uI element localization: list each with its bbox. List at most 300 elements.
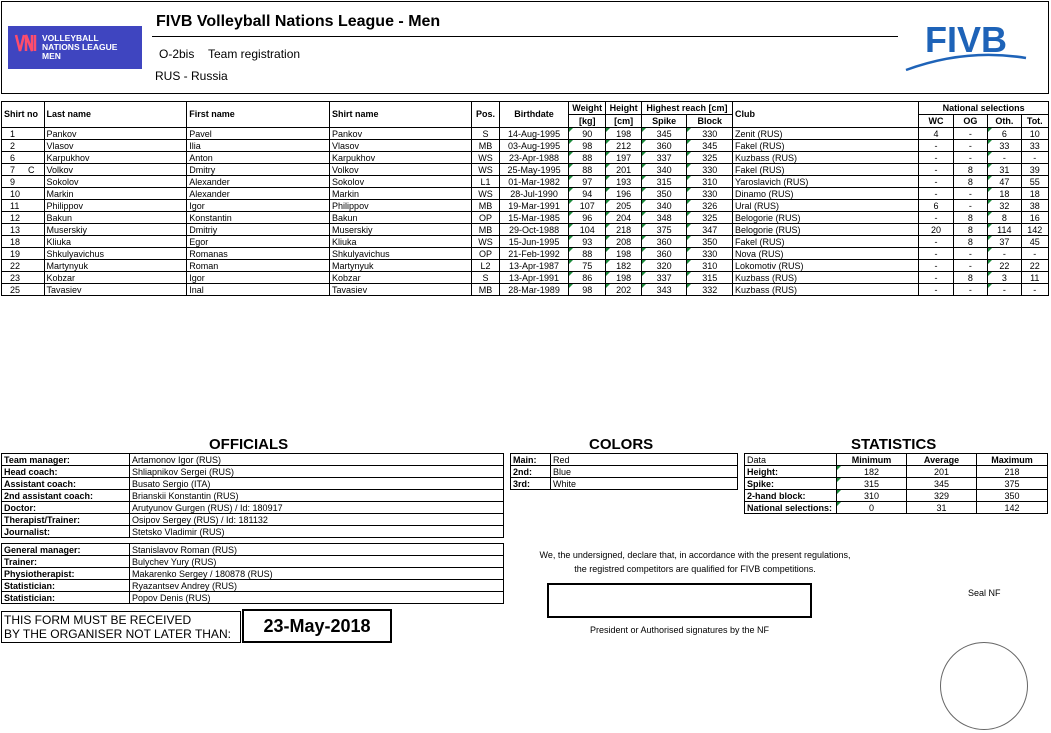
cell-first: Pavel	[187, 128, 330, 140]
official-row	[2, 490, 504, 502]
stats-min: 315	[837, 478, 907, 490]
signature-box[interactable]	[547, 583, 812, 618]
cell-pos: WS	[471, 188, 499, 200]
cell-no: 19	[2, 248, 45, 260]
cell-last: Karpukhov	[44, 152, 187, 164]
cell-oth: 18	[988, 188, 1021, 200]
official-name: Brianskii Konstantin (RUS)	[130, 490, 504, 502]
cell-birth: 23-Apr-1988	[500, 152, 569, 164]
cell-og: -	[953, 200, 987, 212]
cell-oth: 32	[988, 200, 1021, 212]
official-role: Trainer:	[2, 556, 130, 568]
cell-birth: 15-Mar-1985	[500, 212, 569, 224]
cell-wc: -	[919, 284, 953, 296]
official-role: Team manager:	[2, 454, 130, 466]
cell-birth: 21-Feb-1992	[500, 248, 569, 260]
players-table	[1, 101, 1049, 296]
cell-height: 212	[606, 140, 641, 152]
cell-tot: 10	[1021, 128, 1048, 140]
cell-club: Dinamo (RUS)	[733, 188, 919, 200]
cell-weight: 86	[568, 272, 605, 284]
cell-block: 345	[687, 140, 733, 152]
official-name: Bulychev Yury (RUS)	[130, 556, 504, 568]
col-og: OG	[953, 115, 987, 128]
table-row	[2, 164, 1049, 176]
stats-row	[745, 502, 1048, 514]
stats-row	[745, 466, 1048, 478]
cell-weight: 75	[568, 260, 605, 272]
cell-shirt: Philippov	[330, 200, 472, 212]
cell-birth: 25-May-1995	[500, 164, 569, 176]
stats-min: 182	[837, 466, 907, 478]
color-row	[511, 478, 738, 490]
cell-height: 193	[606, 176, 641, 188]
cell-block: 330	[687, 164, 733, 176]
table-row	[2, 212, 1049, 224]
seal-circle	[940, 642, 1028, 730]
col-weight-unit: [kg]	[568, 115, 605, 128]
cell-birth: 28-Jul-1990	[500, 188, 569, 200]
cell-spike: 320	[641, 260, 687, 272]
cell-spike: 345	[641, 128, 687, 140]
cell-oth: 22	[988, 260, 1021, 272]
cell-tot: 38	[1021, 200, 1048, 212]
table-row	[2, 200, 1049, 212]
officials-table-2	[1, 543, 504, 604]
cell-block: 330	[687, 128, 733, 140]
table-row	[2, 224, 1049, 236]
cell-oth: 37	[988, 236, 1021, 248]
cell-oth: 47	[988, 176, 1021, 188]
official-row	[2, 478, 504, 490]
color-row	[511, 454, 738, 466]
cell-block: 315	[687, 272, 733, 284]
col-national-selections: National selections	[919, 102, 1049, 115]
col-shirt-no: Shirt no	[2, 102, 45, 128]
stats-label: National selections:	[745, 502, 837, 514]
cell-oth: 33	[988, 140, 1021, 152]
cell-tot: 45	[1021, 236, 1048, 248]
cell-no: 25	[2, 284, 45, 296]
cell-first: Roman	[187, 260, 330, 272]
cell-club: Kuzbass (RUS)	[733, 284, 919, 296]
cell-first: Anton	[187, 152, 330, 164]
cell-og: 8	[953, 176, 987, 188]
signature-label: President or Authorised signatures by the NF	[589, 625, 770, 635]
cell-tot: 22	[1021, 260, 1048, 272]
cell-wc: -	[919, 212, 953, 224]
official-role: General manager:	[2, 544, 130, 556]
cell-og: 8	[953, 236, 987, 248]
table-row	[2, 236, 1049, 248]
cell-tot: 142	[1021, 224, 1048, 236]
cell-club: Yaroslavich (RUS)	[733, 176, 919, 188]
cell-weight: 98	[568, 140, 605, 152]
cell-last: Tavasiev	[44, 284, 187, 296]
official-row	[2, 502, 504, 514]
cell-wc: -	[919, 176, 953, 188]
official-role: Assistant coach:	[2, 478, 130, 490]
cell-block: 310	[687, 260, 733, 272]
cell-oth: -	[988, 284, 1021, 296]
vnl-logo	[8, 26, 142, 69]
stats-label: 2-hand block:	[745, 490, 837, 502]
cell-pos: WS	[471, 236, 499, 248]
official-row	[2, 466, 504, 478]
stats-min: 0	[837, 502, 907, 514]
cell-spike: 348	[641, 212, 687, 224]
cell-last: Vlasov	[44, 140, 187, 152]
table-row	[2, 248, 1049, 260]
official-row	[2, 592, 504, 604]
cell-oth: -	[988, 248, 1021, 260]
cell-no: 11	[2, 200, 45, 212]
cell-block: 350	[687, 236, 733, 248]
colors-title: COLORS	[589, 436, 654, 453]
cell-club: Nova (RUS)	[733, 248, 919, 260]
official-role: Journalist:	[2, 526, 130, 538]
cell-no: 2	[2, 140, 45, 152]
cell-oth: 31	[988, 164, 1021, 176]
col-shirt-name: Shirt name	[330, 102, 472, 128]
cell-wc: -	[919, 164, 953, 176]
col-oth: Oth.	[988, 115, 1021, 128]
cell-pos: OP	[471, 248, 499, 260]
cell-birth: 15-Jun-1995	[500, 236, 569, 248]
cell-last: Kliuka	[44, 236, 187, 248]
cell-last: Volkov	[44, 164, 187, 176]
table-row	[2, 284, 1049, 296]
cell-birth: 14-Aug-1995	[500, 128, 569, 140]
cell-last: Shkulyavichus	[44, 248, 187, 260]
cell-tot: 11	[1021, 272, 1048, 284]
official-row	[2, 514, 504, 526]
cell-shirt: Pankov	[330, 128, 472, 140]
col-weight: Weight	[568, 102, 605, 115]
cell-shirt: Martynyuk	[330, 260, 472, 272]
cell-wc: -	[919, 140, 953, 152]
cell-spike: 340	[641, 200, 687, 212]
seal-label: Seal NF	[968, 588, 1001, 598]
cell-weight: 107	[568, 200, 605, 212]
official-name: Busato Sergio (ITA)	[130, 478, 504, 490]
svg-text:FIVB: FIVB	[924, 19, 1008, 60]
cell-birth: 13-Apr-1987	[500, 260, 569, 272]
cell-pos: MB	[471, 140, 499, 152]
cell-shirt: Kliuka	[330, 236, 472, 248]
cell-pos: MB	[471, 284, 499, 296]
cell-shirt: Kobzar	[330, 272, 472, 284]
cell-first: Alexander	[187, 176, 330, 188]
cell-first: Dmitriy	[187, 224, 330, 236]
cell-spike: 375	[641, 224, 687, 236]
cell-first: Dmitry	[187, 164, 330, 176]
official-role: Physiotherapist:	[2, 568, 130, 580]
deadline-label: THIS FORM MUST BE RECEIVED BY THE ORGANISER NOT LATER THAN:	[1, 611, 241, 643]
cell-first: Romanas	[187, 248, 330, 260]
cell-shirt: Shkulyavichus	[330, 248, 472, 260]
officials-title: OFFICIALS	[209, 436, 289, 453]
cell-pos: OP	[471, 212, 499, 224]
color-value: Red	[551, 454, 738, 466]
colors-table	[510, 453, 738, 490]
col-pos: Pos.	[471, 102, 499, 128]
cell-og: -	[953, 248, 987, 260]
cell-shirt: Tavasiev	[330, 284, 472, 296]
cell-oth: 8	[988, 212, 1021, 224]
col-last-name: Last name	[44, 102, 187, 128]
cell-oth: -	[988, 152, 1021, 164]
official-role: Statistician:	[2, 592, 130, 604]
cell-first: Konstantin	[187, 212, 330, 224]
form-code: O-2bis	[159, 47, 195, 61]
col-birthdate: Birthdate	[500, 102, 569, 128]
table-row	[2, 128, 1049, 140]
cell-first: Ilia	[187, 140, 330, 152]
color-label: 2nd:	[511, 466, 551, 478]
official-row	[2, 544, 504, 556]
cell-og: 8	[953, 224, 987, 236]
color-row	[511, 466, 738, 478]
cell-last: Bakun	[44, 212, 187, 224]
cell-first: Igor	[187, 272, 330, 284]
cell-spike: 340	[641, 164, 687, 176]
cell-no: 12	[2, 212, 45, 224]
col-block: Block	[687, 115, 733, 128]
cell-height: 204	[606, 212, 641, 224]
cell-pos: WS	[471, 152, 499, 164]
official-role: Statistician:	[2, 580, 130, 592]
cell-height: 196	[606, 188, 641, 200]
official-name: Stanislavov Roman (RUS)	[130, 544, 504, 556]
cell-tot: 16	[1021, 212, 1048, 224]
cell-birth: 29-Oct-1988	[500, 224, 569, 236]
cell-no: 9	[2, 176, 45, 188]
stats-col-avg: Average	[907, 454, 977, 466]
cell-block: 332	[687, 284, 733, 296]
table-row	[2, 176, 1049, 188]
cell-last: Markin	[44, 188, 187, 200]
cell-birth: 19-Mar-1991	[500, 200, 569, 212]
cell-weight: 90	[568, 128, 605, 140]
stats-avg: 31	[907, 502, 977, 514]
cell-weight: 93	[568, 236, 605, 248]
color-value: Blue	[551, 466, 738, 478]
cell-tot: 55	[1021, 176, 1048, 188]
captain-mark: C	[28, 164, 35, 175]
vnl-mark-icon	[14, 31, 38, 55]
cell-shirt: Markin	[330, 188, 472, 200]
cell-club: Belogorie (RUS)	[733, 212, 919, 224]
stats-avg: 201	[907, 466, 977, 478]
cell-spike: 360	[641, 140, 687, 152]
stats-row	[745, 478, 1048, 490]
cell-height: 197	[606, 152, 641, 164]
statistics-table	[744, 453, 1048, 514]
cell-wc: -	[919, 152, 953, 164]
cell-tot: -	[1021, 284, 1048, 296]
cell-block: 330	[687, 248, 733, 260]
cell-weight: 88	[568, 164, 605, 176]
col-wc: WC	[919, 115, 953, 128]
cell-last: Kobzar	[44, 272, 187, 284]
cell-first: Igor	[187, 200, 330, 212]
cell-og: 8	[953, 164, 987, 176]
cell-pos: WS	[471, 164, 499, 176]
cell-block: 326	[687, 200, 733, 212]
cell-wc: -	[919, 236, 953, 248]
cell-height: 198	[606, 128, 641, 140]
cell-block: 347	[687, 224, 733, 236]
cell-club: Fakel (RUS)	[733, 140, 919, 152]
cell-spike: 360	[641, 248, 687, 260]
cell-weight: 98	[568, 284, 605, 296]
cell-birth: 13-Apr-1991	[500, 272, 569, 284]
table-row	[2, 272, 1049, 284]
stats-max: 142	[977, 502, 1048, 514]
cell-spike: 343	[641, 284, 687, 296]
cell-spike: 337	[641, 272, 687, 284]
stats-avg: 345	[907, 478, 977, 490]
stats-col-max: Maximum	[977, 454, 1048, 466]
cell-no: 13	[2, 224, 45, 236]
cell-last: Pankov	[44, 128, 187, 140]
official-role: Therapist/Trainer:	[2, 514, 130, 526]
stats-max: 350	[977, 490, 1048, 502]
cell-og: -	[953, 140, 987, 152]
cell-birth: 03-Aug-1995	[500, 140, 569, 152]
cell-og: -	[953, 260, 987, 272]
col-tot: Tot.	[1021, 115, 1048, 128]
cell-wc: 4	[919, 128, 953, 140]
cell-shirt: Karpukhov	[330, 152, 472, 164]
cell-spike: 350	[641, 188, 687, 200]
stats-max: 375	[977, 478, 1048, 490]
col-club: Club	[733, 102, 919, 128]
stats-avg: 329	[907, 490, 977, 502]
col-height-unit: [cm]	[606, 115, 641, 128]
cell-height: 202	[606, 284, 641, 296]
official-name: Shliapnikov Sergei (RUS)	[130, 466, 504, 478]
col-height: Height	[606, 102, 641, 115]
vnl-logo-text: VOLLEYBALL NATIONS LEAGUE MEN	[42, 33, 118, 61]
cell-last: Philippov	[44, 200, 187, 212]
cell-pos: MB	[471, 224, 499, 236]
cell-club: Lokomotiv (RUS)	[733, 260, 919, 272]
table-row	[2, 260, 1049, 272]
cell-shirt: Bakun	[330, 212, 472, 224]
cell-weight: 96	[568, 212, 605, 224]
cell-spike: 360	[641, 236, 687, 248]
official-name: Osipov Sergey (RUS) / Id: 181132	[130, 514, 504, 526]
official-row	[2, 454, 504, 466]
col-highest-reach: Highest reach [cm]	[641, 102, 732, 115]
cell-wc: -	[919, 260, 953, 272]
cell-og: -	[953, 188, 987, 200]
cell-birth: 28-Mar-1989	[500, 284, 569, 296]
cell-tot: 39	[1021, 164, 1048, 176]
cell-oth: 6	[988, 128, 1021, 140]
cell-height: 218	[606, 224, 641, 236]
cell-first: Egor	[187, 236, 330, 248]
table-row	[2, 140, 1049, 152]
cell-block: 330	[687, 188, 733, 200]
cell-club: Zenit (RUS)	[733, 128, 919, 140]
cell-wc: 20	[919, 224, 953, 236]
cell-weight: 94	[568, 188, 605, 200]
cell-oth: 114	[988, 224, 1021, 236]
stats-col-data: Data	[745, 454, 837, 466]
cell-pos: L1	[471, 176, 499, 188]
stats-col-min: Minimum	[837, 454, 907, 466]
cell-og: 8	[953, 272, 987, 284]
cell-no: 22	[2, 260, 45, 272]
official-name: Makarenko Sergey / 180878 (RUS)	[130, 568, 504, 580]
cell-height: 198	[606, 248, 641, 260]
cell-no: 10	[2, 188, 45, 200]
official-name: Arutyunov Gurgen (RUS) / Id: 180917	[130, 502, 504, 514]
cell-og: 8	[953, 212, 987, 224]
cell-club: Kuzbass (RUS)	[733, 272, 919, 284]
cell-wc: -	[919, 272, 953, 284]
cell-pos: MB	[471, 200, 499, 212]
team-name: RUS - Russia	[155, 69, 228, 83]
cell-club: Fakel (RUS)	[733, 236, 919, 248]
cell-height: 205	[606, 200, 641, 212]
cell-wc: -	[919, 248, 953, 260]
cell-no: 18	[2, 236, 45, 248]
cell-shirt: Vlasov	[330, 140, 472, 152]
cell-og: -	[953, 152, 987, 164]
cell-shirt: Muserskiy	[330, 224, 472, 236]
table-row	[2, 152, 1049, 164]
cell-height: 198	[606, 272, 641, 284]
table-row	[2, 188, 1049, 200]
official-role: Doctor:	[2, 502, 130, 514]
cell-no: 6	[2, 152, 45, 164]
cell-club: Kuzbass (RUS)	[733, 152, 919, 164]
form-name: Team registration	[208, 47, 301, 61]
cell-tot: 33	[1021, 140, 1048, 152]
declaration-text: We, the undersigned, declare that, in accordance with the present regulations, the registred competitors are qualified for FIVB competitions.	[539, 550, 851, 574]
cell-no: 7 C	[2, 164, 45, 176]
cell-birth: 01-Mar-1982	[500, 176, 569, 188]
cell-tot: 18	[1021, 188, 1048, 200]
cell-height: 208	[606, 236, 641, 248]
official-row	[2, 526, 504, 538]
cell-pos: S	[471, 272, 499, 284]
official-role: Head coach:	[2, 466, 130, 478]
stats-row	[745, 490, 1048, 502]
cell-block: 325	[687, 152, 733, 164]
cell-block: 325	[687, 212, 733, 224]
cell-club: Belogorie (RUS)	[733, 224, 919, 236]
cell-tot: -	[1021, 248, 1048, 260]
cell-first: Alexander	[187, 188, 330, 200]
official-name: Stetsko Vladimir (RUS)	[130, 526, 504, 538]
cell-club: Fakel (RUS)	[733, 164, 919, 176]
cell-wc: 6	[919, 200, 953, 212]
official-row	[2, 580, 504, 592]
cell-weight: 88	[568, 248, 605, 260]
cell-og: -	[953, 284, 987, 296]
cell-shirt: Volkov	[330, 164, 472, 176]
col-first-name: First name	[187, 102, 330, 128]
officials-table-1	[1, 453, 504, 538]
stats-label: Height:	[745, 466, 837, 478]
stats-max: 218	[977, 466, 1048, 478]
fivb-logo	[904, 18, 1028, 74]
